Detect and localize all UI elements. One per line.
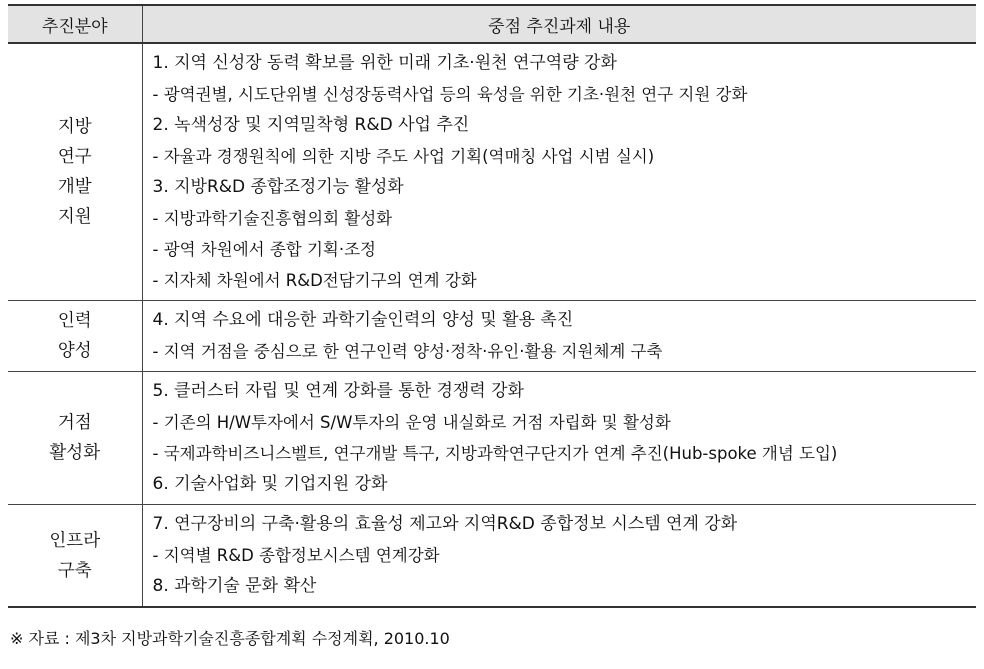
table-row <box>8 43 976 301</box>
table-row <box>8 372 976 505</box>
sub-item: - 지방과학기술진흥협의회 활성화 <box>152 209 393 228</box>
area-label-line: 지방 <box>57 117 92 137</box>
area-cell <box>8 372 142 505</box>
area-cell <box>8 301 142 372</box>
area-label-line: 양성 <box>57 341 92 361</box>
task-item: 3. 지방R&D 종합조정기능 활성화 <box>152 177 404 197</box>
task-item: 8. 과학기술 문화 확산 <box>152 576 317 596</box>
task-item: 2. 녹색성장 및 지역밀착형 R&D 사업 추진 <box>152 115 470 135</box>
area-label-line: 활성화 <box>49 443 101 463</box>
sub-item: - 지역별 R&D 종합정보시스템 연계강화 <box>152 546 440 565</box>
sub-item: - 자율과 경쟁원칙에 의한 지방 주도 사업 기획(역매칭 사업 시범 실시) <box>152 147 655 166</box>
area-cell <box>8 43 142 301</box>
task-item: 4. 지역 수요에 대응한 과학기술인력의 양성 및 활용 촉진 <box>152 310 574 330</box>
task-item: 7. 연구장비의 구축·활용의 효율성 제고와 지역R&D 종합정보 시스템 연계 강화 <box>152 514 738 534</box>
area-label-line: 인력 <box>57 311 92 331</box>
sub-item: - 광역권별, 시도단위별 신성장동력사업 등의 육성을 위한 기초·원천 연구 지원 강화 <box>152 85 748 104</box>
sub-item: - 지자체 차원에서 R&D전담기구의 연계 강화 <box>152 271 477 290</box>
header-content: 중점 추진과제 내용 <box>142 5 976 43</box>
area-label-line: 연구 <box>57 147 92 167</box>
policy-table <box>8 4 976 608</box>
items-cell <box>142 301 976 372</box>
sub-item: - 기존의 H/W투자에서 S/W투자의 운영 내실화로 거점 자립화 및 활성화 <box>152 413 671 432</box>
table-body <box>8 43 976 607</box>
area-label-line: 지원 <box>57 207 92 227</box>
source-note: ※ 자료 : 제3차 지방과학기술진흥종합계획 수정계획, 2010.10 <box>10 629 450 648</box>
table-row <box>8 505 976 608</box>
area-label-line: 인프라 <box>49 530 101 551</box>
area-label-line: 개발 <box>57 177 92 197</box>
task-item: 5. 클러스터 자립 및 연계 강화를 통한 경쟁력 강화 <box>152 381 524 401</box>
table-header-row <box>8 5 976 43</box>
table-row <box>8 301 976 372</box>
task-item: 1. 지역 신성장 동력 확보를 위한 미래 기초·원천 연구역량 강화 <box>152 53 617 73</box>
sub-item: - 광역 차원에서 종합 기획·조정 <box>152 240 376 259</box>
area-label-line: 구축 <box>57 560 92 581</box>
sub-item: - 지역 거점을 중심으로 한 연구인력 양성·정착·유인·활용 지원체계 구축 <box>152 342 663 361</box>
area-label-line: 거점 <box>57 413 92 433</box>
items-cell <box>142 43 976 301</box>
sub-item: - 국제과학비즈니스벨트, 연구개발 특구, 지방과학연구단지가 연계 추진(Hub-spoke 개념 도입) <box>152 444 838 463</box>
task-item: 6. 기술사업화 및 기업지원 강화 <box>152 474 388 494</box>
area-cell <box>8 505 142 608</box>
items-cell <box>142 505 976 608</box>
items-cell <box>142 372 976 505</box>
header-area: 추진분야 <box>8 5 142 43</box>
